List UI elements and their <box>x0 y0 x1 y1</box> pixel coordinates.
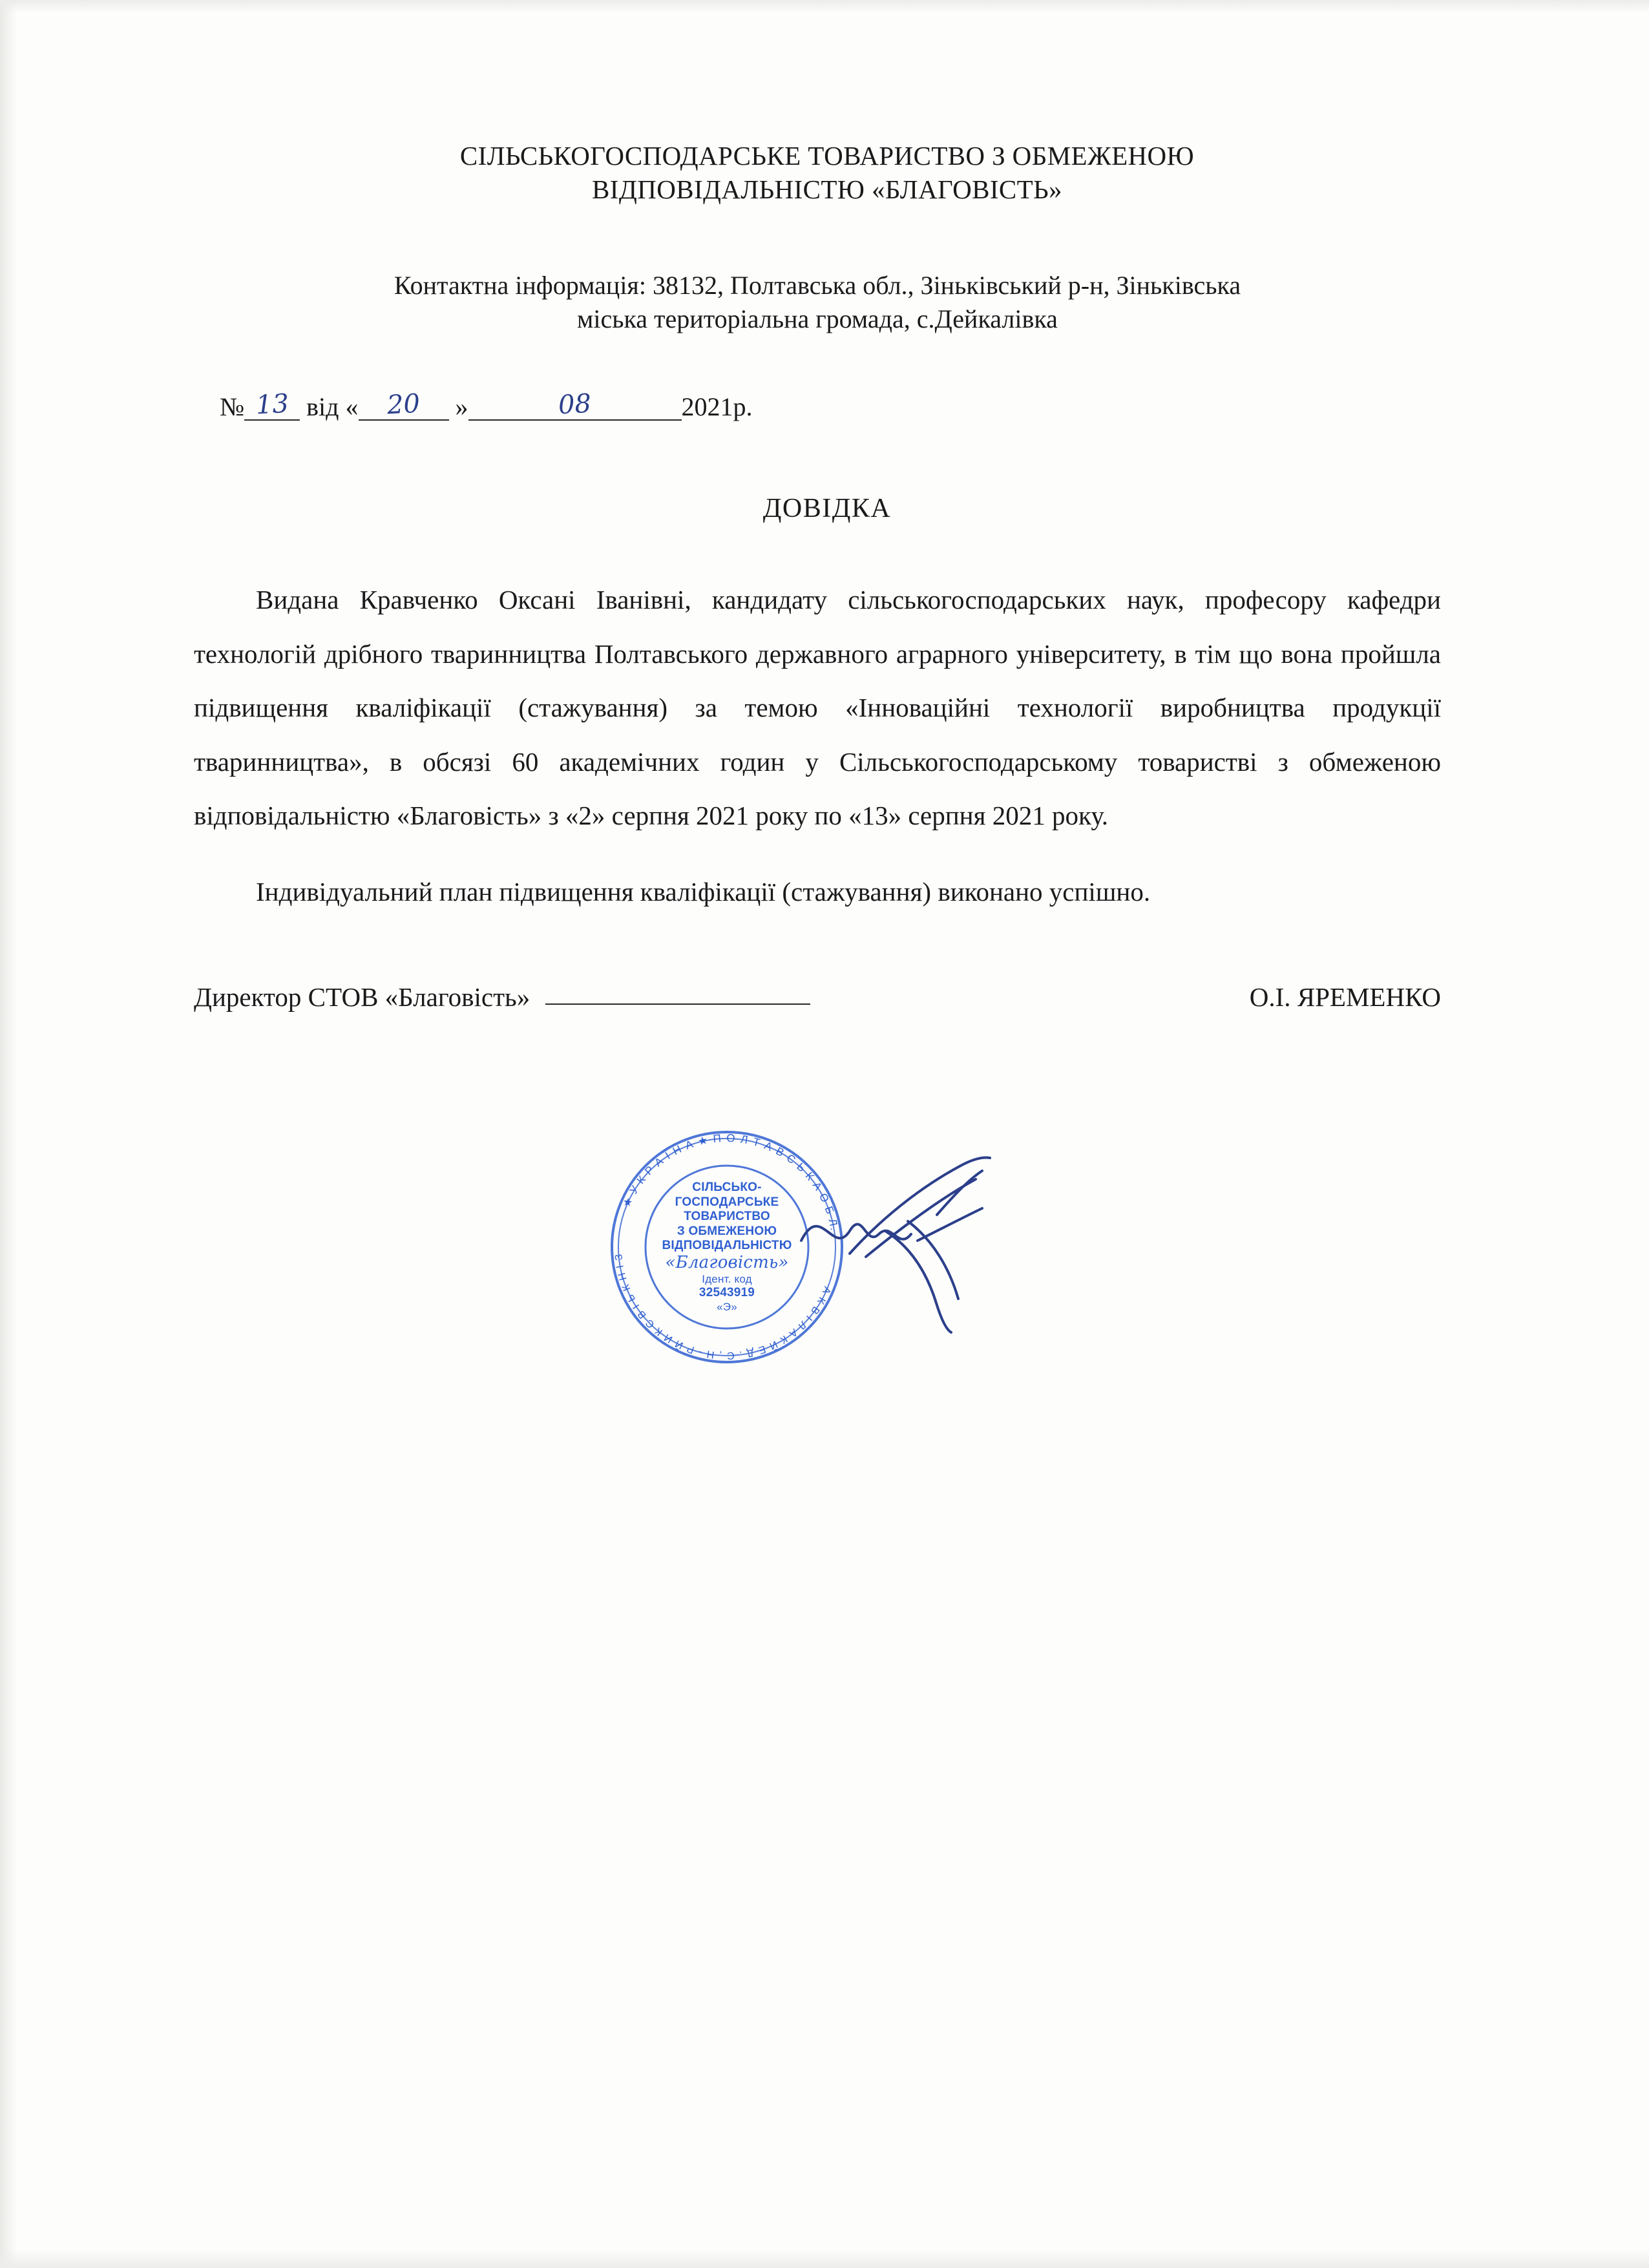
stamp-line-5: ВІДПОВІДАЛЬНІСТЮ <box>662 1239 792 1253</box>
contact-line-2: міська територіальна громада, с.Дейкалівка <box>577 304 1058 333</box>
stamp-line-3: ТОВАРИСТВО <box>684 1210 770 1224</box>
organization-title-line-1: СІЛЬСЬКОГОСПОДАРСЬКЕ ТОВАРИСТВО З ОБМЕЖЕНОЮ <box>459 141 1195 171</box>
month-value: 08 <box>557 388 593 421</box>
signatory-role: Директор СТОВ «Благовість» <box>194 982 530 1012</box>
month-value-field <box>468 389 682 421</box>
day-value-field <box>359 389 449 421</box>
number-label: № <box>220 392 245 421</box>
official-stamp <box>601 1121 853 1373</box>
organization-title-line-2: ВІДПОВІДАЛЬНІСТЮ «БЛАГОВІСТЬ» <box>592 174 1062 205</box>
stamp-ident-label: Ідент. код <box>702 1273 752 1286</box>
document-title: ДОВІДКА <box>762 493 892 523</box>
organization-title <box>278 139 1376 207</box>
day-value: 20 <box>386 388 421 421</box>
svg-text:А К В І Л А К Й Е Д . С , Н -: А К В І Л А К Й Е Д . С , Н - Р Й И К С В І Ь К Н І З <box>613 1252 833 1361</box>
stamp-bottom-mark: «Э» <box>717 1300 737 1313</box>
scan-edge-top <box>0 0 1649 13</box>
body-paragraph-1: Видана Кравченко Оксані Іванівні, кандидату сільськогосподарських наук, професору кафедри технологій дрібного тваринництва Полтавського державного аграрного університету, в тім що вона пройшла підвищення кваліфікації (стажування) за темою «Інноваційні технології виробництва продукції тваринництва», в обсязі 60 академічних годин у Сільськогосподарському товаристві з обмеженою відповідальністю «Благовість» з «2» серпня 2021 року по «13» серпня 2021 року. <box>194 584 1441 831</box>
date-mid-label: » <box>455 392 468 421</box>
document-body <box>194 573 1441 919</box>
svg-text:★ У К Р А Ї Н А ★ П О Л Т А В: ★ У К Р А Ї Н А ★ П О Л Т А В С Ь К А О Б Л. <box>620 1131 841 1232</box>
signature-row <box>194 982 1441 1013</box>
scan-edge-bottom <box>0 2249 1649 2268</box>
date-prefix-label: від « <box>306 392 359 421</box>
document-content <box>194 139 1460 1013</box>
stamp-line-1: СІЛЬСЬКО- <box>692 1181 762 1195</box>
stamp-line-4: З ОБМЕЖЕНОЮ <box>677 1224 777 1238</box>
signature-line <box>545 1003 810 1005</box>
signatory-name: О.І. ЯРЕМЕНКО <box>1249 982 1441 1012</box>
document-number-line <box>220 390 1460 422</box>
stamp-ident-code: 32543919 <box>698 1286 755 1300</box>
contact-information <box>194 269 1441 336</box>
year-suffix-label: 2021р. <box>681 392 753 421</box>
handwritten-signature <box>788 1144 1092 1338</box>
number-value-field <box>244 389 300 421</box>
stamp-company-name: «Благовість» <box>665 1253 789 1273</box>
contact-line-1: Контактна інформація: 38132, Полтавська обл., Зіньківський р-н, Зіньківська <box>394 270 1241 300</box>
number-value: 13 <box>255 388 289 421</box>
body-paragraph-2: Індивідуальний план підвищення кваліфікації (стажування) виконано успішно. <box>256 877 1151 907</box>
scan-edge-left <box>0 0 17 2268</box>
stamp-line-2: ГОСПОДАРСЬКЕ <box>675 1195 779 1209</box>
stamp-inner-text <box>601 1121 853 1373</box>
